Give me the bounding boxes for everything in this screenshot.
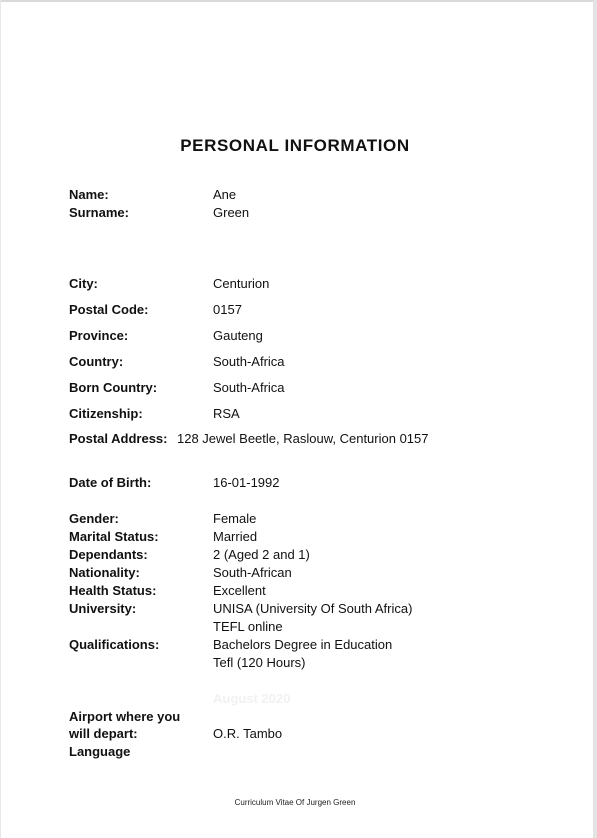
nationality-label: Nationality:: [69, 565, 140, 580]
airport-value: O.R. Tambo: [213, 726, 283, 741]
gender-label: Gender:: [69, 511, 119, 526]
surname-label: Surname:: [69, 205, 129, 220]
postal-code-value: 0157: [213, 302, 242, 317]
country-value: South-Africa: [213, 354, 285, 369]
city-value: Centurion: [213, 276, 270, 291]
name-label: Name:: [69, 187, 109, 202]
page-footer: Curriculum Vitae Of Jurgen Green: [234, 798, 356, 807]
date-of-birth-value: 16-01-1992: [213, 475, 280, 490]
university-label: University:: [69, 601, 137, 616]
faded-date-value: August 2020: [213, 691, 291, 706]
dependants-label: Dependants:: [69, 547, 148, 562]
dependants-value: 2 (Aged 2 and 1): [213, 547, 310, 562]
qualifications-value-2: Tefl (120 Hours): [213, 655, 306, 670]
qualifications-label: Qualifications:: [69, 637, 160, 652]
postal-address-value: 128 Jewel Beetle, Raslouw, Centurion 0157: [177, 431, 429, 446]
airport-label-2: will depart:: [69, 726, 138, 741]
born-country-value: South-Africa: [213, 380, 285, 395]
born-country-label: Born Country:: [69, 380, 158, 395]
page-right-edge: [593, 0, 597, 838]
page-title: PERSONAL INFORMATION: [180, 136, 410, 155]
university-value-2: TEFL online: [213, 619, 283, 634]
date-of-birth-label: Date of Birth:: [69, 475, 152, 490]
province-value: Gauteng: [213, 328, 263, 343]
country-label: Country:: [69, 354, 124, 369]
province-label: Province:: [69, 328, 129, 343]
marital-status-label: Marital Status:: [69, 529, 159, 544]
page-left-edge: [0, 0, 1, 838]
university-value-1: UNISA (University Of South Africa): [213, 601, 413, 616]
airport-label-1: Airport where you: [69, 709, 181, 724]
citizenship-label: Citizenship:: [69, 406, 143, 421]
citizenship-value: RSA: [213, 406, 240, 421]
nationality-value: South-African: [213, 565, 292, 580]
marital-status-value: Married: [213, 529, 258, 544]
postal-address-label: Postal Address:: [69, 431, 168, 446]
surname-value: Green: [213, 205, 250, 220]
health-status-value: Excellent: [213, 583, 266, 598]
postal-code-label: Postal Code:: [69, 302, 149, 317]
page-top-edge: [0, 0, 597, 2]
city-label: City:: [69, 276, 98, 291]
health-status-label: Health Status:: [69, 583, 157, 598]
gender-value: Female: [213, 511, 257, 526]
language-label: Language: [69, 744, 131, 759]
qualifications-value-1: Bachelors Degree in Education: [213, 637, 393, 652]
name-value: Ane: [213, 187, 237, 202]
